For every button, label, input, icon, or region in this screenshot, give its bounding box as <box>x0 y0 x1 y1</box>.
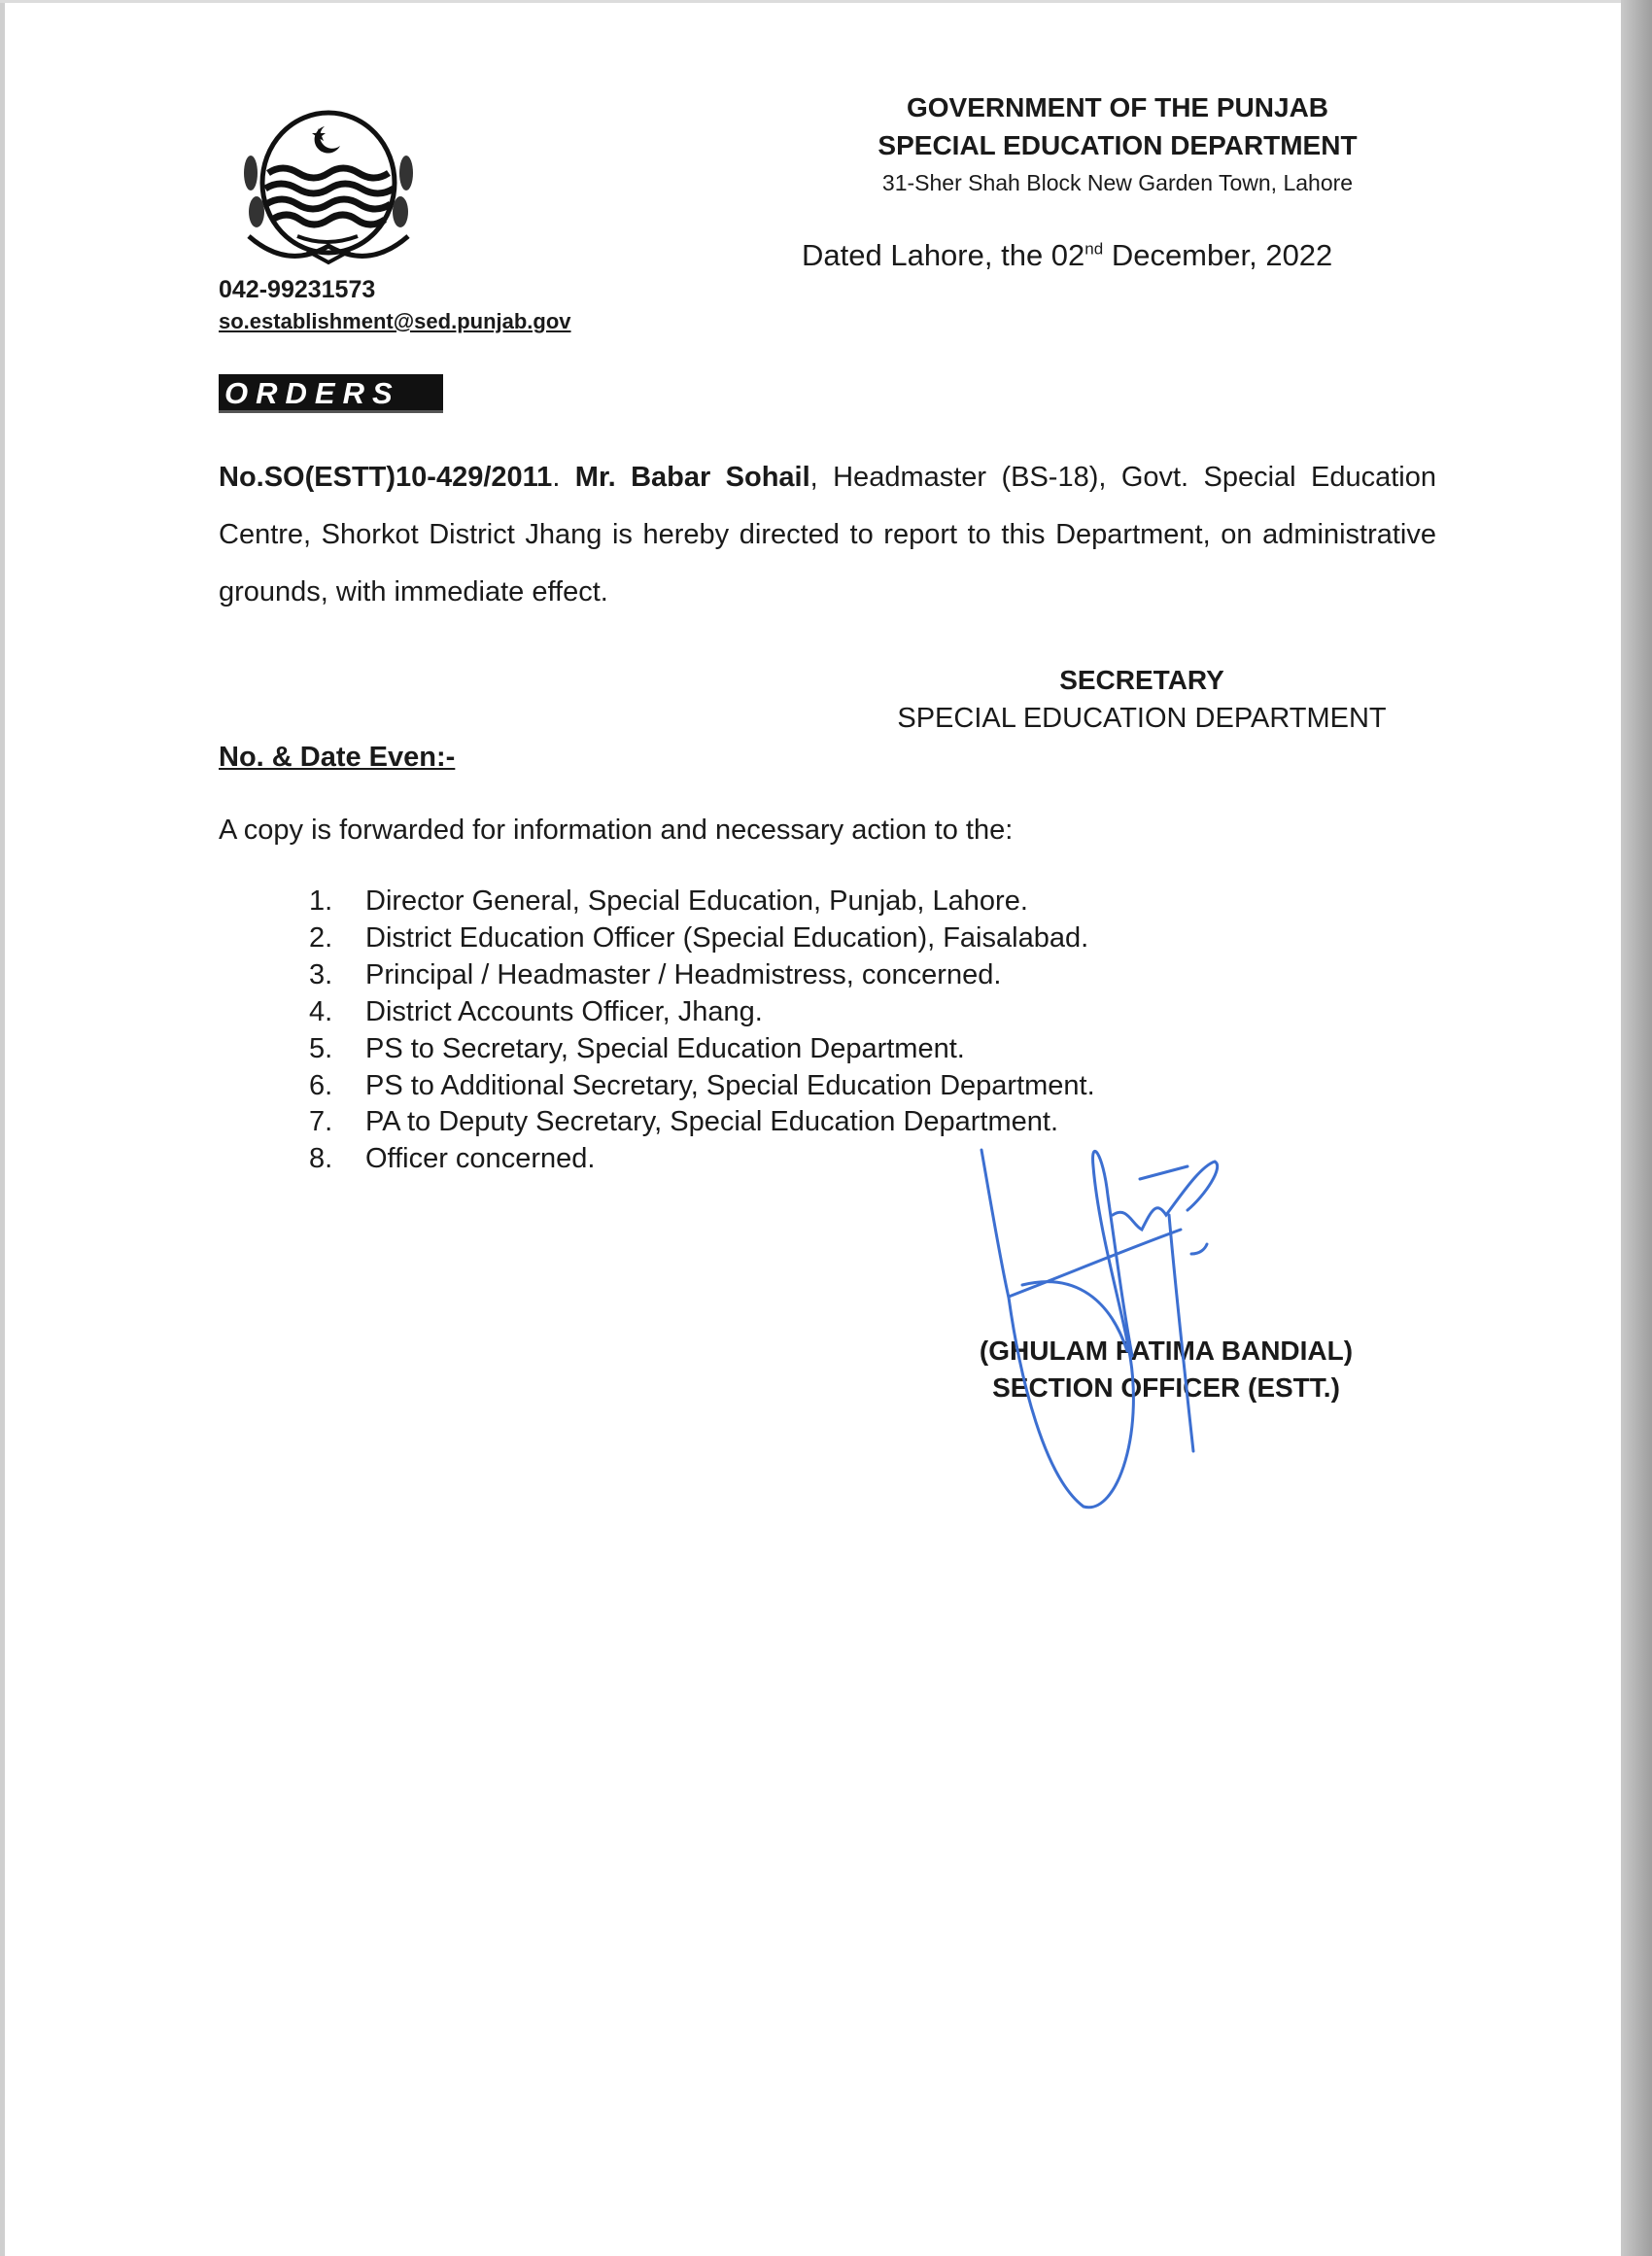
header-government: GOVERNMENT OF THE PUNJAB <box>906 92 1329 122</box>
order-body: , Headmaster (BS-18), Govt. Special Education Centre, Shorkot District Jhang is hereby directed to report to this Department, on administrative grounds, with immediate effect. <box>219 462 1436 607</box>
item-text: PS to Secretary, Special Education Department. <box>365 1032 965 1064</box>
date-superscript: nd <box>1084 239 1104 259</box>
signatory-name: (GHULAM FATIMA BANDIAL) <box>979 1336 1354 1366</box>
item-text: District Education Officer (Special Education), Faisalabad. <box>365 921 1089 954</box>
orders-heading: ORDERS <box>219 374 443 413</box>
list-item <box>309 1068 1095 1105</box>
order-number: No.SO(ESTT)10-429/2011 <box>219 462 553 493</box>
copy-forward-intro: A copy is forwarded for information and necessary action to the: <box>219 815 1014 846</box>
header-address: 31-Sher Shah Block New Garden Town, Lahore <box>881 170 1354 195</box>
item-number: 5. <box>309 1032 333 1064</box>
item-text: PA to Deputy Secretary, Special Education Department. <box>365 1106 1059 1138</box>
punjab-government-logo <box>229 105 428 266</box>
phone-number: 042-99231573 <box>219 276 376 303</box>
scan-edge-right <box>1621 0 1652 2256</box>
date-prefix: Dated Lahore, the 02 <box>802 238 1085 272</box>
list-item <box>309 884 1095 920</box>
item-number: 8. <box>309 1143 333 1175</box>
header-department: SPECIAL EDUCATION DEPARTMENT <box>878 130 1358 160</box>
item-number: 2. <box>309 921 333 954</box>
scan-edge-top <box>0 0 1621 3</box>
item-text: Principal / Headmaster / Headmistress, concerned. <box>365 958 1002 990</box>
item-text: Officer concerned. <box>365 1143 596 1175</box>
item-number: 4. <box>309 995 333 1027</box>
item-text: PS to Additional Secretary, Special Education Department. <box>365 1069 1095 1101</box>
item-number: 3. <box>309 958 333 990</box>
signature <box>933 1128 1244 1516</box>
dated-line <box>802 238 1332 273</box>
item-number: 1. <box>309 885 333 917</box>
list-item <box>309 994 1095 1031</box>
item-number: 6. <box>309 1069 333 1101</box>
order-separator: . <box>552 462 575 493</box>
email-link[interactable]: so.establishment@sed.punjab.gov <box>219 309 571 333</box>
item-text: Director General, Special Education, Punjab, Lahore. <box>365 885 1028 917</box>
officer-name: Mr. Babar Sohail <box>574 462 810 493</box>
secretary-department: SPECIAL EDUCATION DEPARTMENT <box>897 703 1387 734</box>
item-text: District Accounts Officer, Jhang. <box>365 995 763 1027</box>
scan-edge-left <box>0 0 5 2256</box>
secretary-title: SECRETARY <box>1059 665 1224 695</box>
order-paragraph <box>219 449 1436 621</box>
date-suffix: December, 2022 <box>1103 238 1333 272</box>
list-item <box>309 920 1095 957</box>
signatory-designation: SECTION OFFICER (ESTT.) <box>992 1372 1340 1403</box>
item-number: 7. <box>309 1106 333 1138</box>
no-date-even-label: No. & Date Even:- <box>219 742 456 773</box>
list-item <box>309 957 1095 994</box>
list-item <box>309 1031 1095 1068</box>
